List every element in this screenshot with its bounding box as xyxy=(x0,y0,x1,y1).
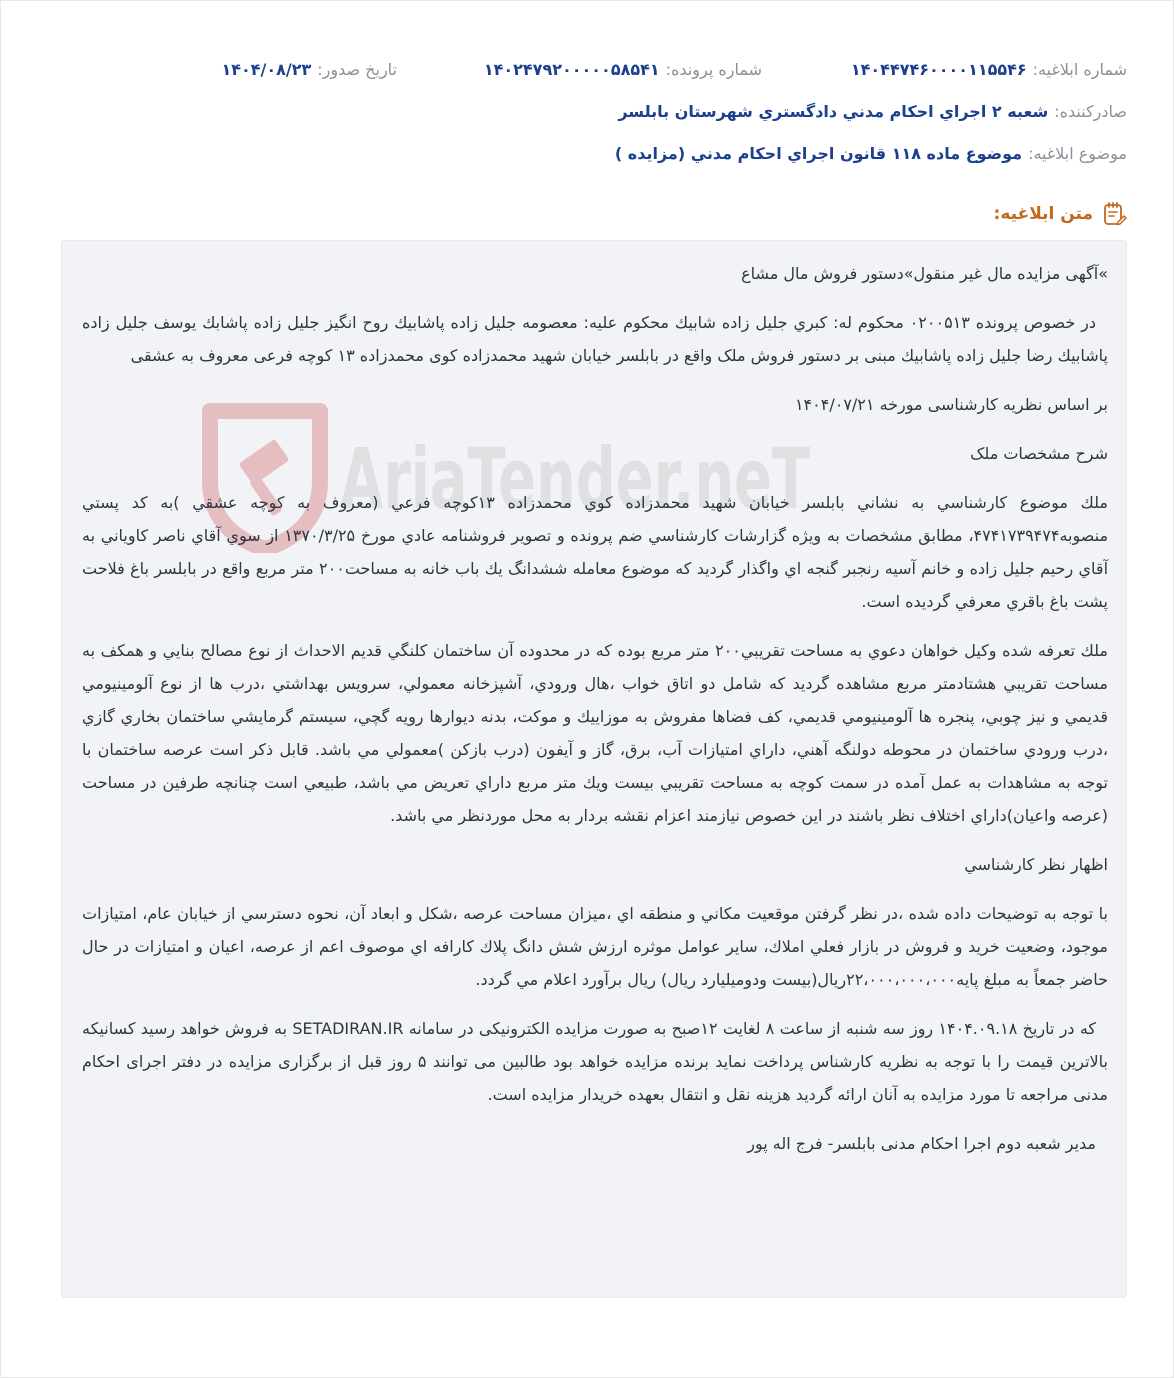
property-address-paragraph: ملك موضوع كارشناسي به نشاني بابلسر خيابان شهيد محمدزاده كوي محمدزاده ۱۳كوچه فرعي (معروف به كوچه عشقي )به كد پستي منصوبه۴۷۴۱۷۳۹۴۷۴، مطابق مشخصات به ويژه گزارشات كارشناسي ضم پرونده و تصوير فروشنامه عادي مورخ ۱۳۷۰/۳/۲۵ از سوي آقاي ناصر كاوياني به آقاي رحيم جليل زاده و خانم آسيه رنجبر گنجه اي واگذار گرديد كه موضوع معامله ششدانگ يك باب خانه به مساحت۲۰۰ متر مربع واقع در بابلسر باغ فلاحت پشت باغ باقري معرفي گرديده است. xyxy=(82,493,1109,611)
issuer-field xyxy=(47,100,1127,124)
issue-date-value: ۱۴۰۴/۰۸/۲۳ xyxy=(221,60,312,79)
issuer-value: شعبه ۲ اجراي احكام مدني دادگستري شهرستان بابلسر xyxy=(618,102,1049,121)
auction-schedule-paragraph: که در تاریخ ۱۴۰۴.۰۹.۱۸ روز سه شنبه از ساعت ۸ لغایت ۱۲صبح به صورت مزایده الکترونیکی در سامانه SETADIRAN.IR به فروش خواهد رسید کسانیکه بالاترین قیمت را با توجه به نظریه کارشناس پرداخت نماید برنده مزایده خواهد بود طالبین می توانند ۵ روز قبل از برگزاری مزایده در دفتر اجرای احکام مدنی مراجعه تا مورد مزایده به آنان ارائه گردید هزینه نقل و انتقال بعهده خریدار مزایده است. xyxy=(82,1019,1108,1104)
issue-date-label: تاریخ صدور: xyxy=(317,60,397,79)
subject-value: موضوع ماده ۱۱۸ قانون اجراي احكام مدني (مزايده ) xyxy=(614,144,1023,163)
notice-number-field xyxy=(851,58,1127,82)
issue-date-field xyxy=(221,58,397,82)
case-number-value: ۱۴۰۲۴۷۹۲۰۰۰۰۰۵۸۵۴۱ xyxy=(483,60,660,79)
notice-body-text xyxy=(82,257,1108,1160)
case-parties-paragraph: در خصوص پرونده ۰۲۰۰۵۱۳ محکوم له: کبري جليل زاده شابيك محکوم علیه: معصومه جليل زاده پاشابيك روح انگيز جليل زاده پاشابك يوسف جليل زاده پاشابيك رضا جليل زاده پاشابيك مبنی بر دستور فروش ملک واقع در بابلسر خیابان شهید محمدزاده کوی محمدزاده ۱۳ کوچه فرعی معروف به عشقی xyxy=(82,313,1108,365)
subject-field xyxy=(47,142,1127,166)
watermark-text: AriaTender.neT xyxy=(340,430,810,528)
auction-title-paragraph: »آگهی مزایده مال غیر منقول»دستور فروش مال مشاع xyxy=(741,264,1108,283)
document-note-icon xyxy=(1101,201,1127,227)
notice-text-title: متن ابلاغیه: xyxy=(993,204,1093,224)
notice-text-heading xyxy=(994,201,1127,227)
property-description-paragraph: ملك تعرفه شده وكيل خواهان دعوي به مساحت تقريبي۲۰۰ متر مربع بوده كه در محدوده آن ساختمان كلنگي قديم الاحداث از نوع مصالح بنايي و همكف به مساحت تقريبي هشتادمتر مربع مشاهده گرديد كه شامل دو اتاق خواب ،هال ورودي، آشپزخانه معمولي، سرويس بهداشتي ،درب ها از نوع آلومينيومي قديمي و نيز چوبي، پنجره ها آلومينيومي قديمي، كف فضاها مفروش به موزاييك و موكت، بدنه ديوارها رويه گچي، سيستم گرمايشي ساختمان بخاري گازي ،درب ورودي ساختمان در محوطه دولنگه آهني، داراي امتيازات آب، برق، گاز و آيفون (درب بازكن )معمولي مي باشد. قابل ذكر است عرصه ساختمان با توجه به مشاهدات به عمل آمده در سمت كوچه به مساحت تقريبي بيست ويك متر مربع داراي تعريض مي باشد، طبيعي است چنانچه طرفين در مساحت (عرصه واعيان)داراي اختلاف نظر باشند در اين خصوص نيازمند اعزام نقشه بردار به محل موردنظر مي باشد. xyxy=(82,641,1108,825)
expert-opinion-date-paragraph: بر اساس نظریه کارشناسی مورخه ۱۴۰۴/۰۷/۲۱ xyxy=(794,395,1108,414)
case-number-field xyxy=(484,58,762,82)
expert-opinion-heading: اظهار نظر کارشناسي xyxy=(964,855,1108,874)
signature-paragraph: مدیر شعبه دوم اجرا احکام مدنی بابلسر- فرج اله پور xyxy=(747,1134,1096,1153)
case-number-label: شماره پرونده: xyxy=(665,60,762,79)
issuer-label: صادرکننده: xyxy=(1054,102,1127,121)
subject-label: موضوع ابلاغیه: xyxy=(1028,144,1127,163)
notice-number-value: ۱۴۰۴۴۷۴۶۰۰۰۰۱۱۵۵۴۶ xyxy=(850,60,1027,79)
notice-body-box xyxy=(61,240,1127,1298)
valuation-paragraph: با توجه به توضيحات داده شده ،در نظر گرفتن موقعيت مكاني و منطقه اي ،ميزان مساحت عرصه ،شكل و ابعاد آن، نحوه دسترسي از خيابان عام، امتيازات موجود، وضعيت خريد و فروش در بازار فعلي املاك، ساير عوامل موثره ارزش شش دانگ پلاك كارافه اي موصوف اعم از عرصه، اعيان و امتيازات در حال حاضر جمعاً به مبلغ پايه۲۲،۰۰۰،۰۰۰،۰۰۰ریال(بيست ودوميليارد ريال) ریال برآورد اعلام مي گردد. xyxy=(82,904,1108,989)
property-spec-heading: شرح مشخصات ملک xyxy=(970,444,1108,463)
notice-number-label: شماره ابلاغیه: xyxy=(1032,60,1127,79)
